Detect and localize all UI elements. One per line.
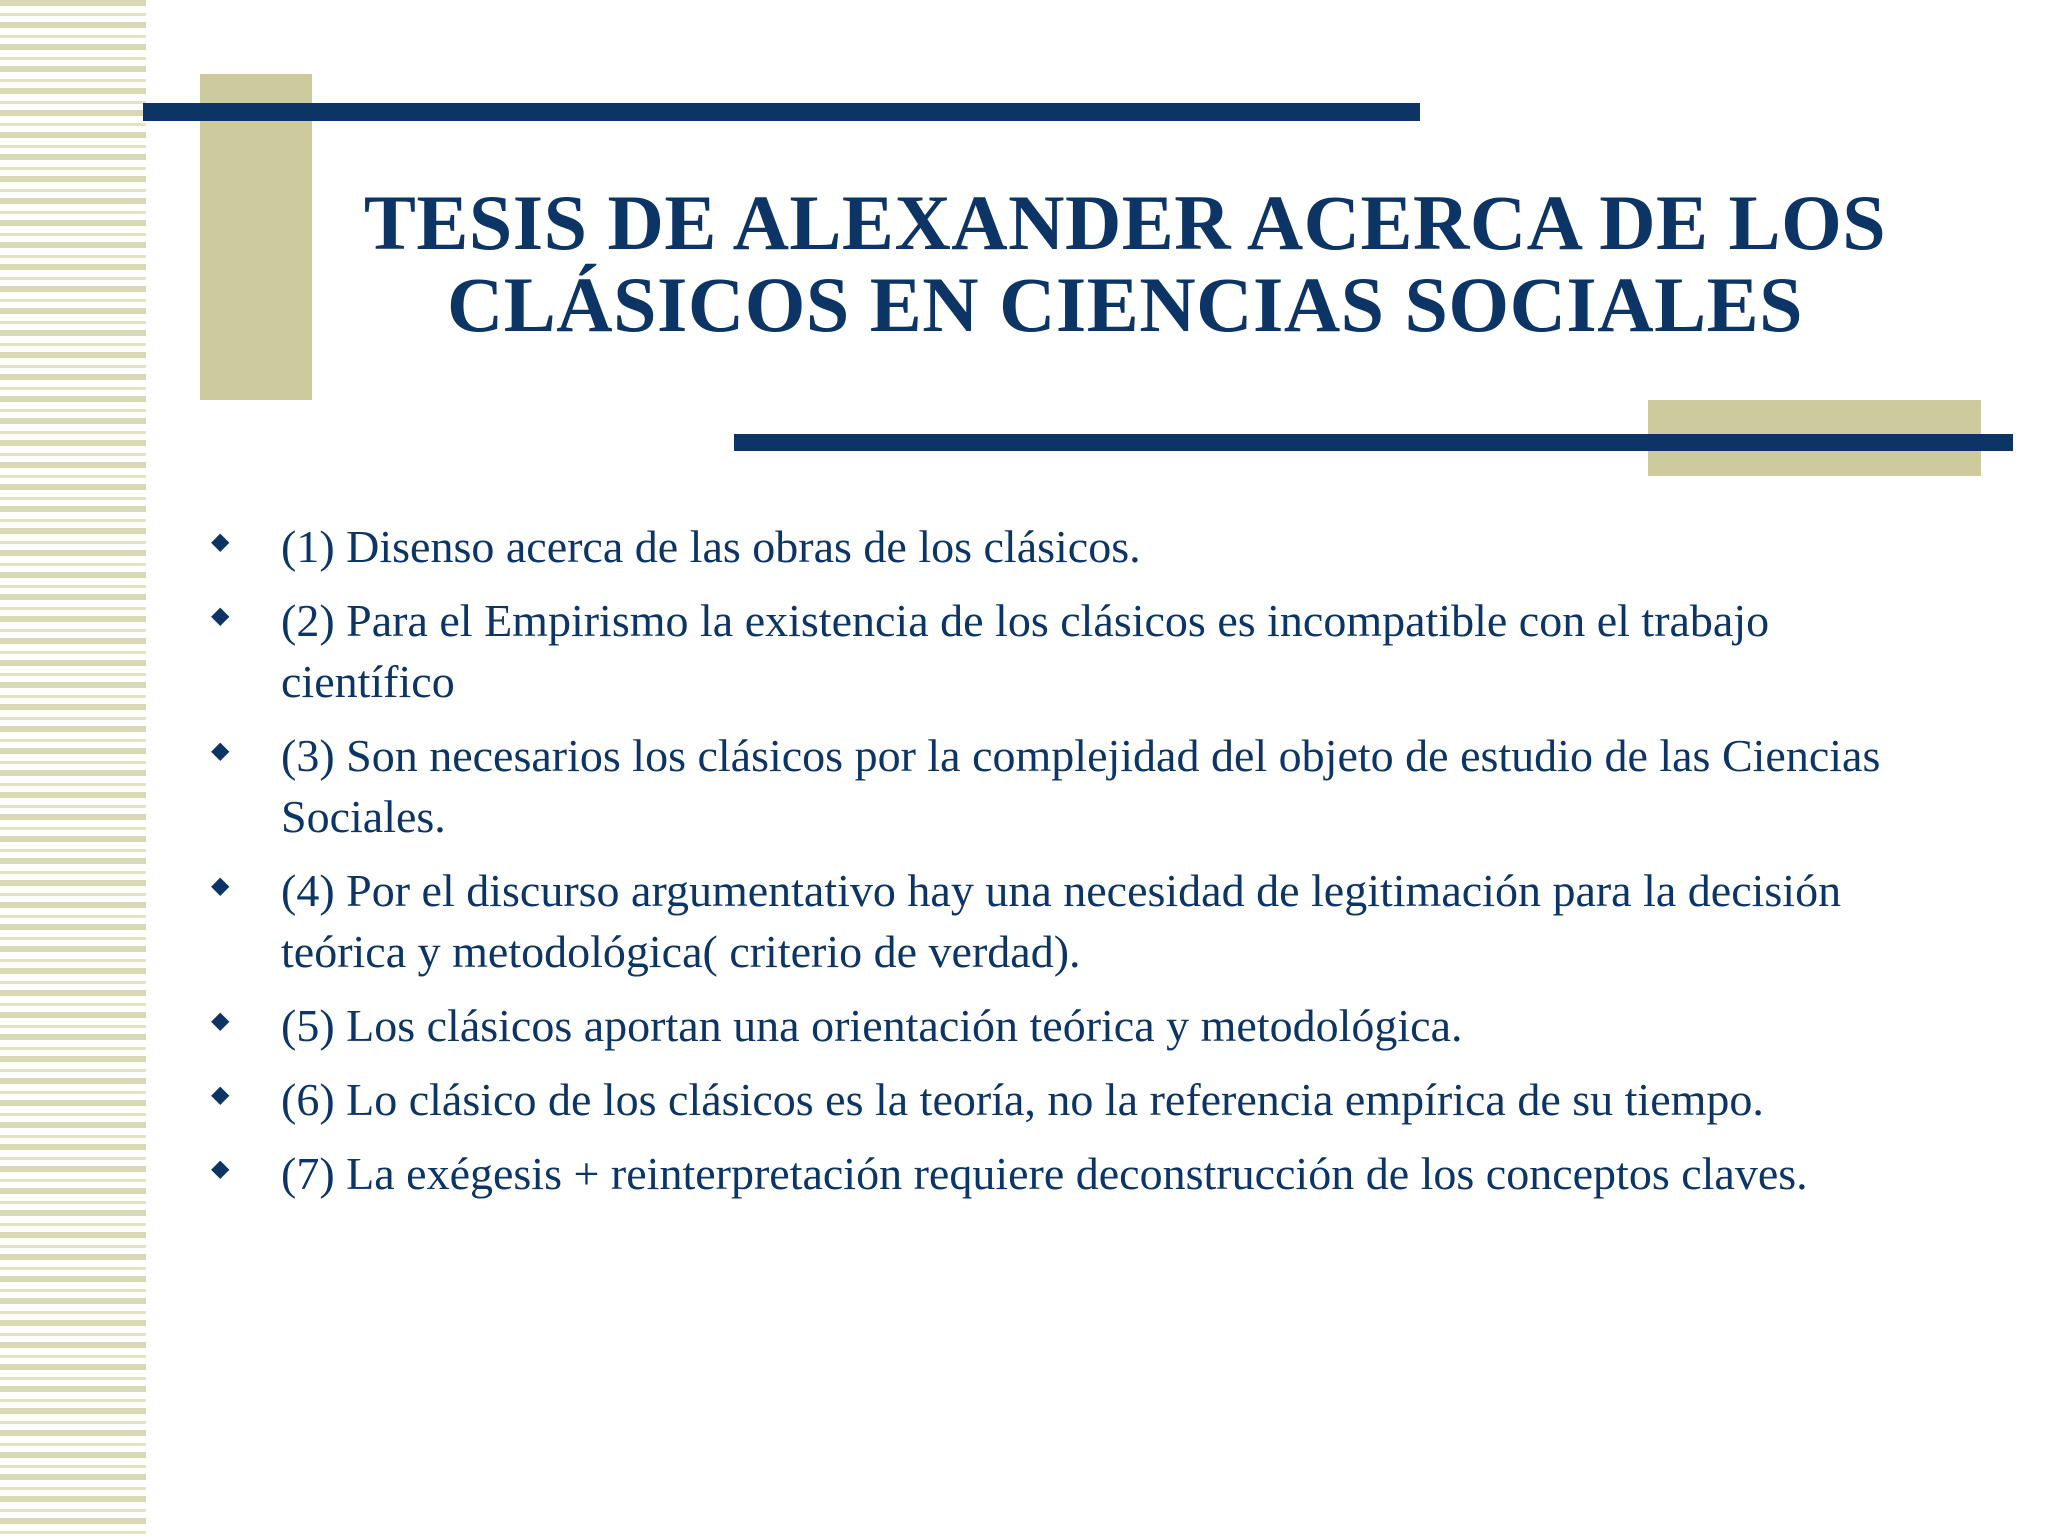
slide-title-line-1: TESIS DE ALEXANDER ACERCA DE LOS [363, 179, 1887, 266]
bullet-text-1: (1) Disenso acerca de las obras de los clásicos. [281, 521, 1141, 572]
diamond-bullet-icon: ◆ [211, 1156, 230, 1182]
bullet-item-2 [205, 590, 1945, 712]
bullet-text-7: (7) La exégesis + reinterpretación requiere deconstrucción de los conceptos claves. [281, 1148, 1808, 1199]
decorative-khaki-block-top [200, 74, 312, 400]
diamond-bullet-icon: ◆ [211, 873, 230, 899]
bullet-text-5: (5) Los clásicos aportan una orientación teórica y metodológica. [281, 1000, 1463, 1051]
bullet-text-2: (2) Para el Empirismo la existencia de los clásicos es incompatible con el trabajo científico [281, 595, 1770, 707]
striped-left-border [0, 0, 146, 1536]
decorative-navy-line-bottom [734, 434, 2013, 451]
diamond-bullet-icon: ◆ [211, 1008, 230, 1034]
diamond-bullet-icon: ◆ [211, 1082, 230, 1108]
slide-title-line-2: CLÁSICOS EN CIENCIAS SOCIALES [446, 261, 1804, 348]
bullet-list [205, 516, 1945, 1217]
bullet-text-6: (6) Lo clásico de los clásicos es la teoría, no la referencia empírica de su tiempo. [281, 1074, 1764, 1125]
decorative-navy-line-top [143, 103, 1420, 121]
bullet-item-6 [205, 1069, 1945, 1130]
diamond-bullet-icon: ◆ [211, 738, 230, 764]
bullet-text-4: (4) Por el discurso argumentativo hay una necesidad de legitimación para la decisión teórica y metodológica( criterio de verdad). [281, 865, 1842, 977]
bullet-item-7 [205, 1143, 1945, 1204]
slide-title [300, 179, 1950, 348]
diamond-bullet-icon: ◆ [211, 529, 230, 555]
bullet-item-4 [205, 860, 1945, 982]
bullet-item-3 [205, 725, 1945, 847]
bullet-item-1 [205, 516, 1945, 577]
bullet-item-5 [205, 995, 1945, 1056]
bullet-text-3: (3) Son necesarios los clásicos por la complejidad del objeto de estudio de las Ciencias Sociales. [281, 730, 1881, 842]
diamond-bullet-icon: ◆ [211, 603, 230, 629]
